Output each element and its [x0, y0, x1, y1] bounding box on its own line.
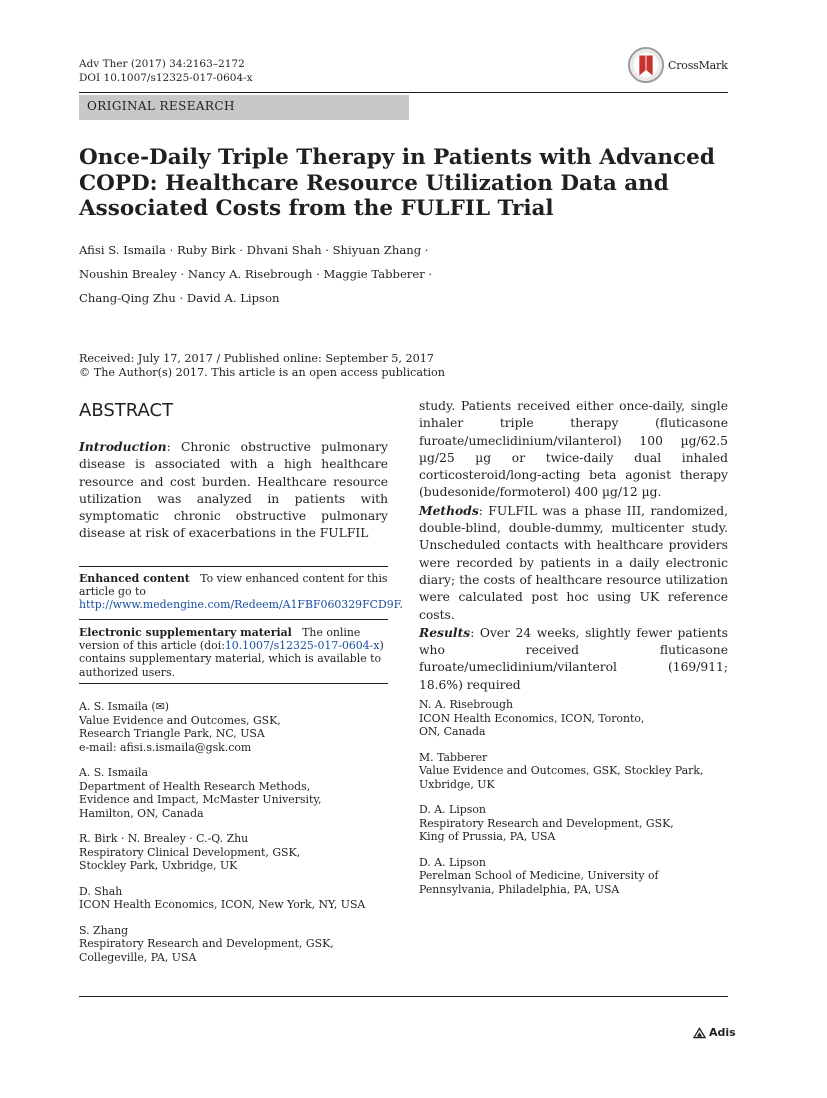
affiliation-block	[79, 766, 379, 820]
affiliation-line: Stockley Park, Uxbridge, UK	[79, 859, 238, 872]
affiliation-block	[419, 698, 719, 739]
header-rule	[79, 92, 728, 93]
affiliation-name: A. S. Ismaila	[79, 766, 148, 779]
affiliation-block	[419, 803, 719, 844]
abstract-heading: ABSTRACT	[79, 400, 174, 421]
notes-rule-bottom	[79, 683, 388, 684]
affiliation-name: R. Birk · N. Brealey · C.-Q. Zhu	[79, 832, 249, 845]
section-band	[79, 95, 409, 120]
affiliation-block	[79, 924, 379, 965]
affiliations-right	[419, 698, 719, 908]
affiliation-line: ICON Health Economics, ICON, Toronto,	[419, 711, 645, 725]
supplementary-text-start: The online version of this article (doi:	[79, 626, 361, 653]
enhanced-content-text: To view enhanced content for this article go to	[79, 572, 388, 599]
section-label: ORIGINAL RESEARCH	[87, 99, 235, 113]
enhanced-content-link[interactable]: http://www.medengine.com/Redeem/A1FBF060329FCD9F	[79, 598, 400, 612]
affiliation-name: M. Tabberer	[419, 750, 488, 764]
affiliation-block	[79, 832, 379, 873]
affiliation-line: King of Prussia, PA, USA	[419, 830, 556, 843]
affiliation-block	[79, 700, 379, 754]
affiliation-line: Uxbridge, UK	[419, 777, 495, 791]
methods-text: : FULFIL was a phase III, randomized, double-blind, double-dummy, multicenter study. Unscheduled contacts with healthcare providers were recorded by patients in a daily electronic diary; the costs of healthcare resource utilization were calculated post hoc using UK reference costs.	[419, 503, 728, 622]
affiliation-line: Collegeville, PA, USA	[79, 950, 197, 964]
journal-citation: Adv Ther (2017) 34:2163–2172	[79, 58, 245, 70]
affiliation-line: Value Evidence and Outcomes, GSK,	[79, 713, 281, 727]
triangle-logo-icon	[693, 1027, 706, 1039]
abstract-right-column	[419, 398, 728, 694]
abstract-introduction	[79, 438, 388, 543]
crossmark-icon	[627, 46, 665, 84]
crossmark-label: CrossMark	[668, 58, 728, 72]
affiliation-line: Respiratory Research and Development, GSK,	[79, 937, 334, 950]
enhanced-content-note: Enhanced content To view enhanced content for this article go to http://www.medengine.com/Redeem/A1FBF060329FCD9F.	[79, 572, 403, 612]
journal-meta	[79, 57, 253, 85]
publisher-logo	[693, 1026, 736, 1039]
affiliation-line: Research Triangle Park, NC, USA	[79, 727, 265, 740]
received-line: Received: July 17, 2017 / Published online: September 5, 2017	[79, 352, 434, 365]
author-list	[79, 238, 729, 310]
supplementary-text-end: ) contains supplementary material, which is available to authorized users.	[79, 639, 384, 679]
introduction-text: : Chronic obstructive pulmonary disease is associated with a high healthcare resource and cost burden. Healthcare resource utilization was analyzed in patients with symptomatic chronic obstructive pulmonary disease at risk of exacerbations in the FULFIL	[79, 440, 388, 541]
notes-rule-middle	[79, 619, 388, 620]
affiliation-line: Value Evidence and Outcomes, GSK, Stockley Park,	[419, 764, 704, 777]
affiliation-line: ON, Canada	[419, 725, 486, 738]
author-line: Chang-Qing Zhu · David A. Lipson	[79, 291, 280, 305]
affiliation-email[interactable]: e-mail: afisi.s.ismaila@gsk.com	[79, 740, 252, 754]
affiliation-block	[419, 856, 719, 897]
results-label: Results	[419, 624, 471, 640]
crossmark-badge[interactable]	[627, 45, 728, 85]
introduction-continued: study. Patients received either once-daily, single inhaler triple therapy (fluticasone furoate/umeclidinium/vilanterol) 100 µg/62.5 µg/25 µg or twice-daily dual inhaled corticosteroid/long-acting beta agonist therapy (budesonide/formoterol) 400 µg/12 µg.	[419, 399, 728, 500]
article-title: Once-Daily Triple Therapy in Patients with Advanced COPD: Healthcare Resource Utilization Data and Associated Costs from the FULFIL Trial	[79, 145, 715, 221]
affiliation-line: Perelman School of Medicine, University of	[419, 869, 659, 882]
doi-line: DOI 10.1007/s12325-017-0604-x	[79, 72, 253, 84]
affiliation-line: Department of Health Research Methods,	[79, 779, 311, 793]
supplementary-doi-link[interactable]: 10.1007/s12325-017-0604-x	[224, 639, 380, 653]
publication-dates	[79, 352, 445, 380]
footer-rule	[79, 996, 728, 997]
affiliation-line: Hamilton, ON, Canada	[79, 806, 204, 820]
affiliation-name: A. S. Ismaila (✉)	[79, 700, 170, 713]
affiliation-name: S. Zhang	[79, 923, 129, 937]
notes-rule-top	[79, 566, 388, 567]
affiliation-name: N. A. Risebrough	[419, 698, 513, 711]
results-text: : Over 24 weeks, slightly fewer patients who received fluticasone furoate/umeclidinium/vilanterol (169/911; 18.6%) required	[419, 625, 728, 692]
affiliation-line: Evidence and Impact, McMaster University,	[79, 793, 322, 806]
publisher-name: Adis	[709, 1026, 736, 1039]
enhanced-content-label: Enhanced content	[79, 572, 190, 585]
affiliation-line: ICON Health Economics, ICON, New York, NY, USA	[79, 898, 366, 911]
affiliation-name: D. A. Lipson	[419, 803, 486, 816]
affiliation-line: Respiratory Research and Development, GSK,	[419, 816, 674, 830]
affiliation-line: Pennsylvania, Philadelphia, PA, USA	[419, 882, 620, 896]
affiliation-block	[419, 751, 719, 792]
affiliations-left	[79, 700, 379, 976]
supplementary-note	[79, 626, 388, 679]
author-line: Afisi S. Ismaila · Ruby Birk · Dhvani Shah · Shiyuan Zhang ·	[79, 243, 429, 257]
affiliation-name: D. Shah	[79, 884, 123, 898]
methods-label: Methods	[419, 502, 479, 518]
supplementary-label: Electronic supplementary material	[79, 626, 292, 639]
introduction-label: Introduction	[79, 439, 167, 454]
affiliation-line: Respiratory Clinical Development, GSK,	[79, 845, 301, 859]
affiliation-name: D. A. Lipson	[419, 855, 486, 869]
author-line: Noushin Brealey · Nancy A. Risebrough · Maggie Tabberer ·	[79, 267, 433, 281]
copyright-line: © The Author(s) 2017. This article is an open access publication	[79, 366, 446, 379]
affiliation-block	[79, 885, 379, 912]
